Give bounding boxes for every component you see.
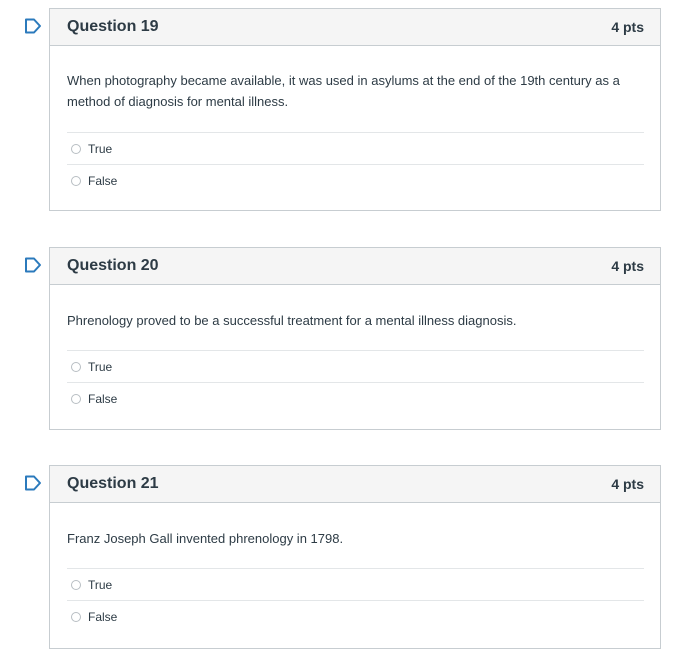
radio-icon[interactable] [71,612,81,622]
question-21-title: Question 21 [67,475,159,492]
question-20 [49,247,661,430]
answer-label: True [88,359,113,374]
answer-label: False [88,391,118,406]
question-20-answer-true[interactable] [67,350,644,382]
question-21 [49,465,661,649]
question-20-header [50,248,660,285]
question-19-answer-false[interactable] [67,164,644,196]
question-21-points: 4 pts [611,476,644,492]
question-20-body [50,285,660,414]
question-19-points: 4 pts [611,19,644,35]
question-21-answer-false[interactable] [67,600,644,632]
question-20-answers [67,350,644,414]
question-19 [49,8,661,211]
question-19-answers [67,132,644,196]
question-20-title: Question 20 [67,257,159,274]
question-21-text: Franz Joseph Gall invented phrenology in 1798. [67,531,344,546]
question-21-answer-true[interactable] [67,568,644,600]
answer-label: True [88,577,113,592]
radio-icon[interactable] [71,144,81,154]
question-21-answers [67,568,644,632]
answer-label: True [88,141,113,156]
question-20-text: Phrenology proved to be a successful treatment for a mental illness diagnosis. [67,313,517,328]
answer-label: False [88,173,118,188]
question-19-title: Question 19 [67,18,159,35]
flag-question-19-icon[interactable] [24,18,42,34]
radio-icon[interactable] [71,176,81,186]
flag-question-20-icon[interactable] [24,257,42,273]
flag-question-21-icon[interactable] [24,475,42,491]
question-20-points: 4 pts [611,258,644,274]
radio-icon[interactable] [71,580,81,590]
question-19-text: When photography became available, it was used in asylums at the end of the 19th century as a method of diagnosis for mental illness. [67,73,620,109]
question-19-body [50,46,660,196]
radio-icon[interactable] [71,362,81,372]
question-19-answer-true[interactable] [67,132,644,164]
question-20-answer-false[interactable] [67,382,644,414]
question-19-header [50,9,660,46]
question-21-header [50,466,660,503]
radio-icon[interactable] [71,394,81,404]
question-21-body [50,503,660,632]
answer-label: False [88,609,118,624]
